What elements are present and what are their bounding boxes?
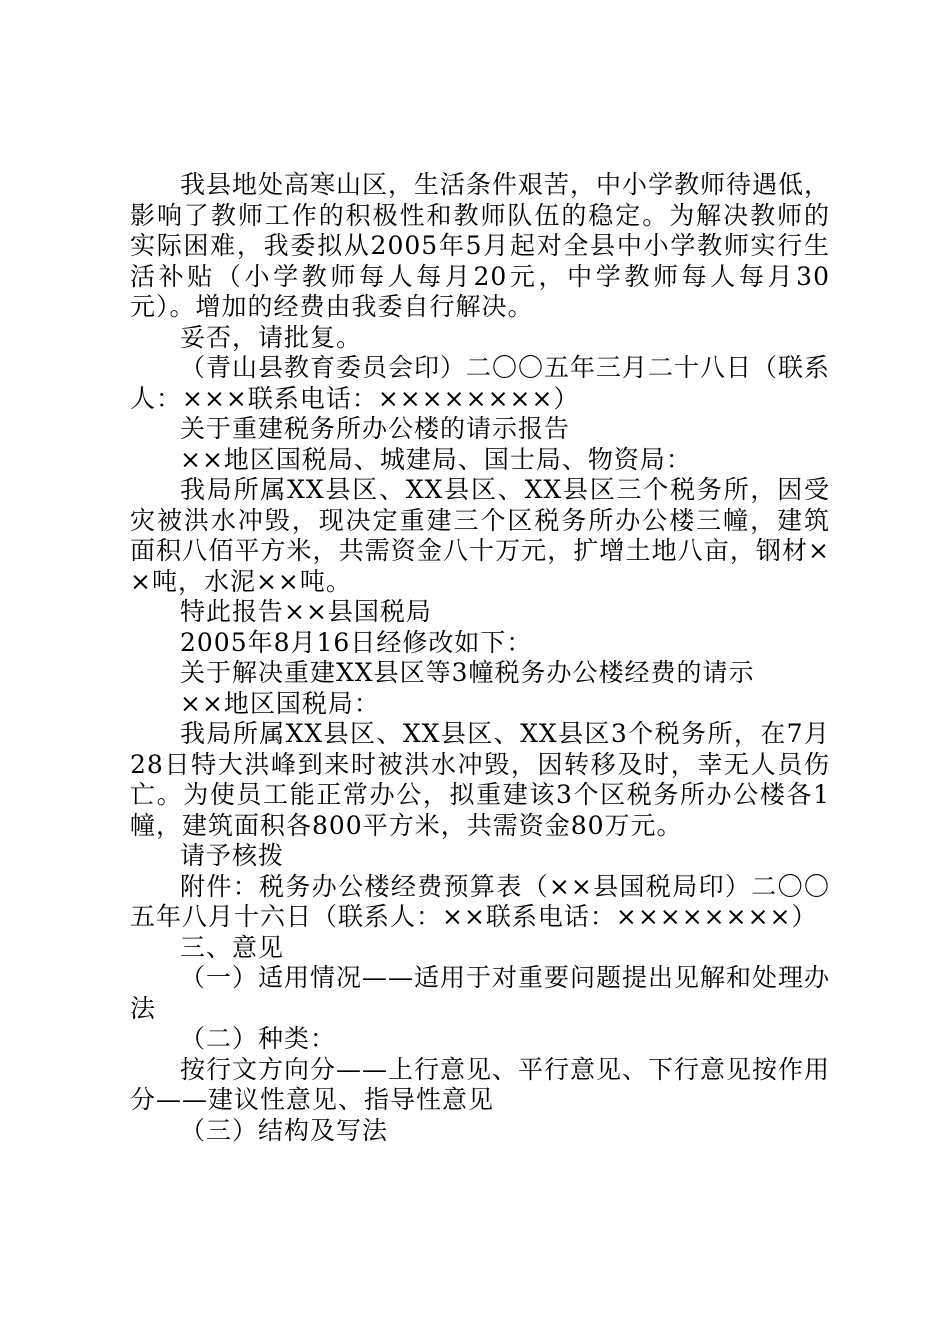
paragraph-attachment: 附件：税务办公楼经费预算表（××县国税局印）二〇〇五年八月十六日（联系人：××联系电话：××××××××）: [130, 871, 830, 931]
paragraph: 请予核拨: [180, 841, 285, 870]
paragraph: 我县地处高寒山区，生活条件艰苦，中小学教师待遇低，影响了教师工作的积极性和教师队伍的稳定。为解决教师的实际困难，我委拟从2005年5月起对全县中小学教师实行生活补贴（小学教师每人每月20元，中学教师每人每月30元）。增加的经费由我委自行解决。: [130, 170, 831, 321]
paragraph-signature: 特此报告××县国税局: [180, 597, 432, 626]
paragraph: 妥否，请批复。: [180, 322, 363, 352]
paragraph: （二）种类：: [180, 1024, 337, 1053]
paragraph-addressee: ××地区国税局、城建局、国士局、物资局：: [180, 444, 692, 474]
paragraph: （青山县教育委员会印）二〇〇五年三月二十八日（联系人：×××联系电话：××××××××）: [130, 353, 831, 413]
paragraph: 我局所属XX县区、XX县区、XX县区三个税务所，因受灾被洪水冲毁，现决定重建三个区税务所办公楼三幢，建筑面积八佰平方米，共需资金八十万元，扩增土地八亩，钢材××吨，水泥××吨。: [130, 475, 830, 596]
paragraph-date: 2005年8月16日经修改如下：: [180, 627, 533, 657]
paragraph-addressee: ××地区国税局：: [180, 688, 380, 718]
paragraph: （三）结构及写法: [180, 1115, 389, 1145]
section-heading: 三、意见: [180, 932, 285, 962]
paragraph-heading: 关于重建税务所办公楼的请示报告: [180, 414, 571, 443]
document-body: [130, 170, 830, 1146]
paragraph: （一）适用情况——适用于对重要问题提出见解和处理办法: [130, 963, 831, 1023]
paragraph-heading: 关于解决重建XX县区等3幢税务办公楼经费的请示: [180, 658, 755, 687]
paragraph: 我局所属XX县区、XX县区、XX县区3个税务所，在7月28日特大洪峰到来时被洪水冲毁，因转移及时，幸无人员伤亡。为使员工能正常办公，拟重建该3个区税务所办公楼各1幢，建筑面积各800平方米，共需资金80万元。: [130, 719, 830, 840]
paragraph: 按行文方向分——上行意见、平行意见、下行意见按作用分——建议性意见、指导性意见: [130, 1054, 831, 1114]
